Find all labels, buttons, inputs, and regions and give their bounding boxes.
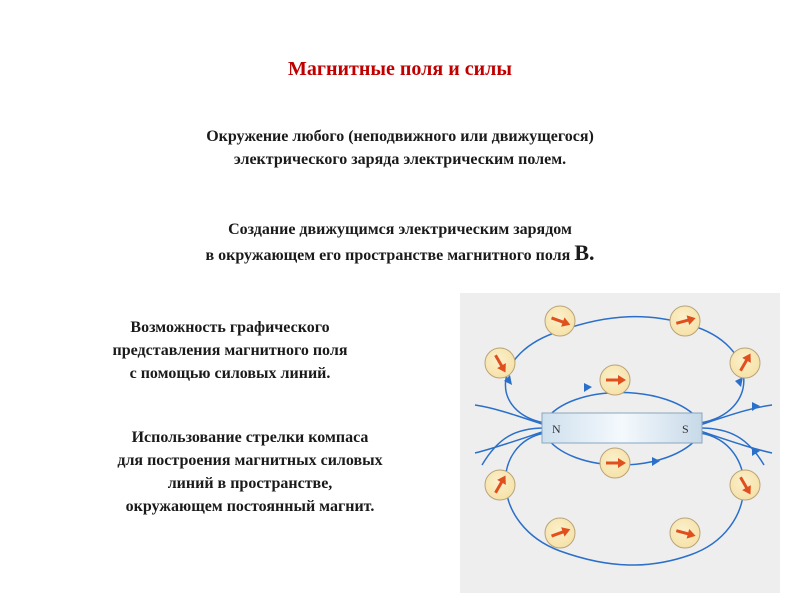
paragraph-line: Создание движущимся электрическим зарядом — [228, 221, 572, 238]
paragraph-line: линий в пространстве, — [167, 475, 333, 492]
bar-magnet — [542, 413, 702, 443]
page-title: Магнитные поля и силы — [288, 58, 512, 80]
paragraph-line: Возможность графического — [130, 319, 330, 336]
paragraph-line: представления магнитного поля — [112, 342, 348, 359]
magnet-body — [542, 413, 702, 443]
magnet-field-diagram — [460, 293, 780, 593]
paragraph-text: в окружающем его пространстве магнитного поля — [205, 247, 575, 264]
magnet-field-figure — [460, 293, 780, 593]
compass-icon — [600, 448, 630, 478]
compass-icon — [600, 365, 630, 395]
compass-icon — [545, 518, 575, 548]
compass-icon — [730, 348, 760, 378]
paragraph-magnetic-field — [110, 218, 690, 267]
paragraph-field-lines — [40, 316, 420, 385]
paragraph-line: окружающем постоянный магнит. — [125, 498, 375, 515]
paragraph-compass — [40, 426, 460, 518]
paragraph-line: электрического заряда электрическим полем. — [233, 151, 567, 168]
compass-icon — [485, 348, 515, 378]
magnet-north-label: N — [552, 422, 561, 436]
paragraph-line: для построения магнитных силовых — [117, 452, 383, 469]
paragraph-line: Использование стрелки компаса — [131, 429, 369, 446]
compass-icon — [730, 470, 760, 500]
paragraph-line: Окружение любого (неподвижного или движущегося) — [206, 128, 594, 145]
field-symbol: B. — [574, 240, 595, 265]
paragraph-line — [110, 241, 690, 267]
compass-icon — [670, 518, 700, 548]
compass-icon — [545, 306, 575, 336]
magnet-south-label: S — [682, 422, 689, 436]
paragraph-line: с помощью силовых линий. — [129, 365, 331, 382]
compass-icon — [485, 470, 515, 500]
paragraph-electric-field — [110, 125, 690, 171]
compass-icon — [670, 306, 700, 336]
